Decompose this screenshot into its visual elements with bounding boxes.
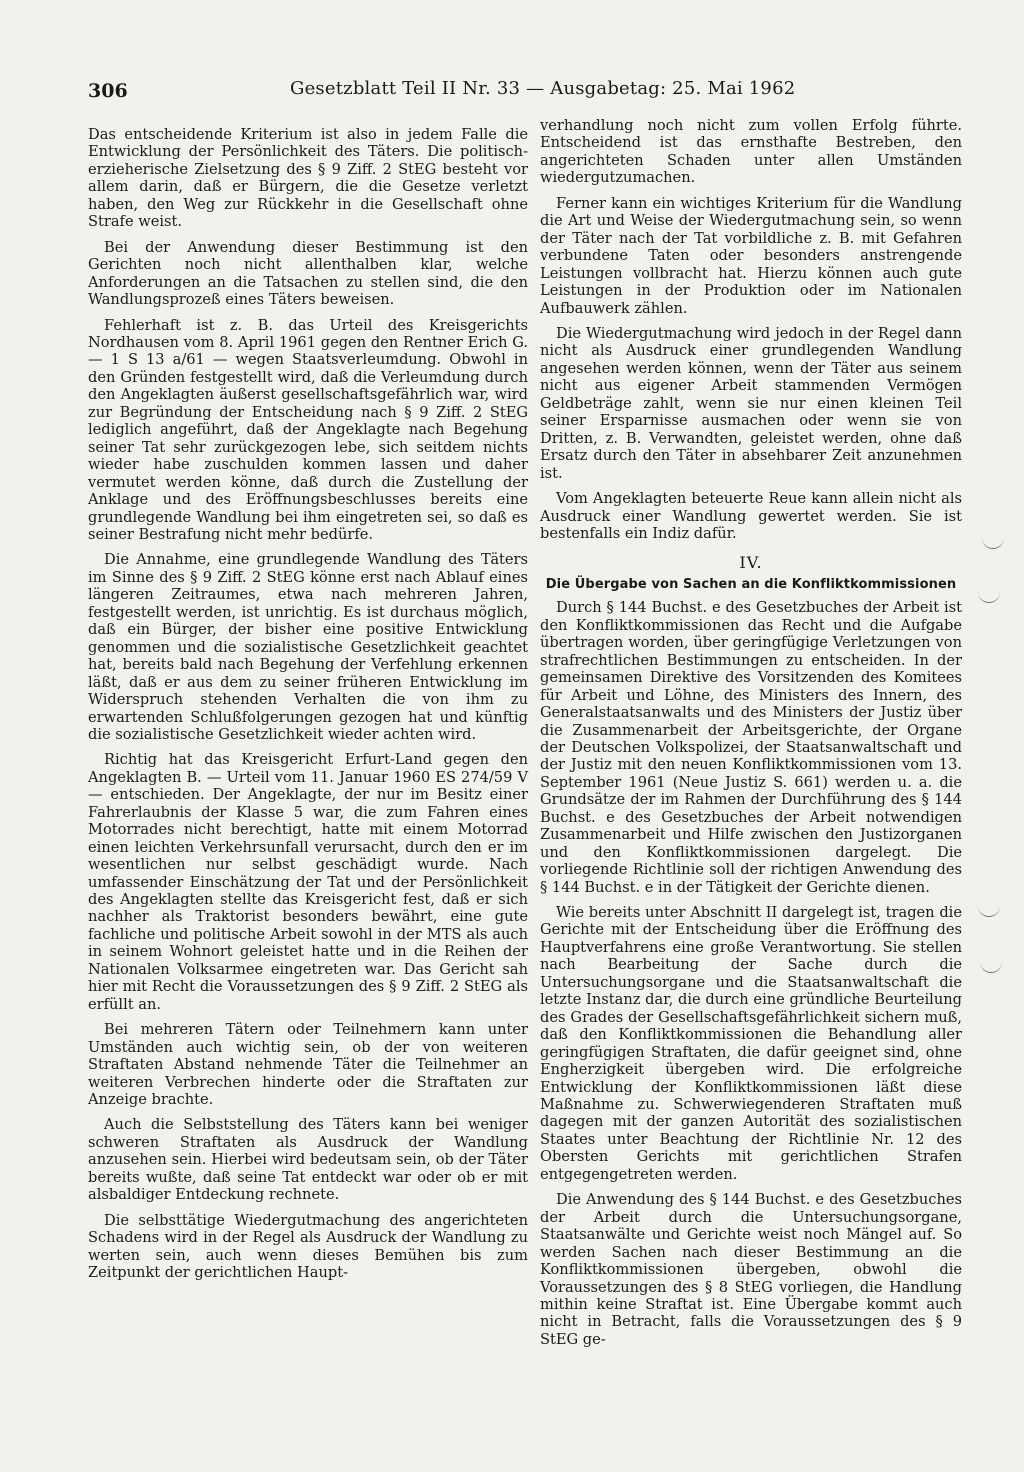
paragraph: Das entscheidende Kriterium ist also in jedem Falle die Entwicklung der Persönlichkeit des Täters. Die politisch-erzieherische Zielsetzung des § 9 Ziff. 2 StEG besteht vor allem darin, daß er Bürgern, die die Gesetze verletzt haben, den Weg zur Rückkehr in die Gesellschaft ohne Strafe weist. bbox=[88, 126, 528, 231]
paragraph: Bei mehreren Tätern oder Teilnehmern kann unter Umständen auch wichtig sein, ob der von weiteren Straftaten Abstand nehmende Täter die Teilnehmer an weiteren Verbrechen hinderte oder die Straftaten zur Anzeige brachte. bbox=[88, 1021, 528, 1109]
paragraph: Bei der Anwendung dieser Bestimmung ist den Gerichten noch nicht allenthalben klar, welche Anforderungen an die Tatsachen zu stellen sind, die den Wandlungsprozeß eines Täters beweisen. bbox=[88, 238, 528, 309]
paragraph: Die selbsttätige Wiedergutmachung des angerichteten Schadens wird in der Regel als Ausdruck der Wandlung zu werten sein, auch wenn dieses Bemühen bis zum Zeitpunkt der gerichtlichen Haupt- bbox=[88, 1211, 528, 1282]
left-column bbox=[88, 126, 528, 1290]
paragraph: verhandlung noch nicht zum vollen Erfolg führte. Entscheidend ist das ernsthafte Bestreben, den angerichteten Schaden unter allen Umständen wiedergutzumachen. bbox=[540, 117, 962, 187]
running-head: Gesetzblatt Teil II Nr. 33 — Ausgabetag: 25. Mai 1962 bbox=[290, 78, 796, 99]
right-column bbox=[540, 117, 962, 1356]
paragraph: Die Annahme, eine grundlegende Wandlung des Täters im Sinne des § 9 Ziff. 2 StEG könne erst nach Ablauf eines längeren Zeitraumes, etwa nach mehreren Jahren, festgestellt werden, ist unrichtig. Es ist durchaus möglich, daß ein Bürger, der bisher eine positive Entwicklung genommen und die sozialistische Gesetzlichkeit geachtet hat, bereits bald nach Begehung der Verfehlung erkennen läßt, daß er aus dem zu seiner früheren Entwicklung im Widerspruch stehenden Verhalten die von ihm zu erwartenden Schlußfolgerungen gezogen hat und künftig die sozialistische Gesetzlichkeit wieder achten wird. bbox=[88, 551, 528, 743]
margin-mark bbox=[982, 538, 1004, 549]
margin-mark bbox=[978, 592, 1000, 603]
section-title: Die Übergabe von Sachen an die Konfliktkommissionen bbox=[545, 576, 957, 592]
paragraph: Wie bereits unter Abschnitt II dargelegt ist, tragen die Gerichte mit der Entscheidung über die Eröffnung des Hauptverfahrens eine große Verantwortung. Sie stellen nach Bearbeitung der Sache durch die Untersuchungsorgane und die Staatsanwaltschaft die letzte Instanz dar, die durch eine gründliche Beurteilung des Grades der Gesellschaftsgefährlichkeit sichern muß, daß den Konfliktkommissionen die Behandlung aller geringfügigen Straftaten, die dafür geeignet sind, ohne Engherzigkeit übergeben wird. Die erfolgreiche Entwicklung der Konfliktkommissionen läßt diese Maßnahme zu. Schwerwiegenderen Straftaten muß dagegen mit der ganzen Autorität des sozialistischen Staates unter Beachtung der Richtlinie Nr. 12 des Obersten Gerichts mit gerichtlichen Strafen entgegengetreten werden. bbox=[540, 904, 962, 1183]
page-number: 306 bbox=[88, 80, 128, 102]
paragraph: Fehlerhaft ist z. B. das Urteil des Kreisgerichts Nordhausen vom 8. April 1961 gegen den Rentner Erich G. — 1 S 13 a/61 — wegen Staatsverleumdung. Obwohl in den Gründen festgestellt wird, daß die Verleumdung durch den Angeklagten äußerst gesellschaftsgefährlich war, wird zur Begründung der Entscheidung nach § 9 Ziff. 2 StEG lediglich angeführt, daß der Angeklagte nach Begehung seiner Tat sehr zurückgezogen lebe, sich seitdem nichts wieder habe zuschulden kommen lassen und daher vermutet werden könne, daß durch die Zustellung der Anklage und des Eröffnungsbeschlusses bereits eine grundlegende Wandlung bei ihm eingetreten sei, so daß es seiner Bestrafung nicht mehr bedürfe. bbox=[88, 316, 528, 543]
paragraph: Vom Angeklagten beteuerte Reue kann allein nicht als Ausdruck einer Wandlung gewertet werden. Sie ist bestenfalls ein Indiz dafür. bbox=[540, 490, 962, 542]
paragraph: Die Anwendung des § 144 Buchst. e des Gesetzbuches der Arbeit durch die Untersuchungsorgane, Staatsanwälte und Gerichte weist noch Mängel auf. So werden Sachen nach dieser Bestimmung an die Konfliktkommissionen übergeben, obwohl die Voraussetzungen des § 8 StEG vorliegen, die Handlung mithin keine Straftat ist. Eine Übergabe kommt auch nicht in Betracht, falls die Voraussetzungen des § 9 StEG ge- bbox=[540, 1191, 962, 1348]
paragraph: Richtig hat das Kreisgericht Erfurt-Land gegen den Angeklagten B. — Urteil vom 11. Januar 1960 ES 274/59 V — entschieden. Der Angeklagte, der nur im Besitz einer Fahrerlaubnis der Klasse 5 war, die zum Fahren eines Motorrades nicht berechtigt, hatte mit einem Motorrad einen leichten Verkehrsunfall verursacht, durch den er im wesentlichen nur selbst geschädigt wurde. Nach umfassender Einschätzung der Tat und der Persönlichkeit des Angeklagten stellte das Kreisgericht fest, daß er sich nachher als Traktorist besonders bewährt, eine gute fachliche und politische Arbeit sowohl in der MTS als auch in seinem Wohnort geleistet hatte und in die Reihen der Nationalen Volksarmee eingetreten war. Das Gericht sah hier mit Recht die Voraussetzungen des § 9 Ziff. 2 StEG als erfüllt an. bbox=[88, 751, 528, 1013]
paragraph: Die Wiedergutmachung wird jedoch in der Regel dann nicht als Ausdruck einer grundlegenden Wandlung angesehen werden können, wenn der Täter aus seinem nicht aus eigener Arbeit stammenden Vermögen Geldbeträge zahlt, wenn sie nur einen kleinen Teil seiner Ersparnisse ausmachen oder wenn sie von Dritten, z. B. Verwandten, geleistet werden, ohne daß Ersatz durch den Täter in absehbarer Zeit anzunehmen ist. bbox=[540, 324, 962, 482]
section-number: IV. bbox=[739, 553, 763, 573]
paragraph: Durch § 144 Buchst. e des Gesetzbuches der Arbeit ist den Konfliktkommissionen das Recht und die Aufgabe übertragen worden, über geringfügige Verletzungen von strafrechtlichen Bestimmungen zu entscheiden. In der gemeinsamen Direktive des Vorsitzenden des Komitees für Arbeit und Löhne, des Ministers des Innern, des Generalstaatsanwalts und des Ministers der Justiz über die Zusammenarbeit der Arbeitsgerichte, der Organe der Deutschen Volkspolizei, der Staatsanwaltschaft und der Justiz mit den neuen Konfliktkommissionen vom 13. September 1961 (Neue Justiz S. 661) werden u. a. die Grundsätze der im Rahmen der Durchführung des § 144 Buchst. e des Gesetzbuches der Arbeit notwendigen Zusammenarbeit und Hilfe zwischen den Justizorganen und den Konfliktkommissionen dargelegt. Die vorliegende Richtlinie soll der richtigen Anwendung des § 144 Buchst. e in der Tätigkeit der Gerichte dienen. bbox=[540, 599, 962, 896]
paragraph: Ferner kann ein wichtiges Kriterium für die Wandlung die Art und Weise der Wiedergutmachung sein, so wenn der Täter nach der Tat vorbildliche z. B. mit Gefahren verbundene Taten oder besonders anstrengende Leistungen vollbracht hat. Hierzu können auch gute Leistungen in der Produktion oder im Nationalen Aufbauwerk zählen. bbox=[540, 194, 962, 317]
margin-mark bbox=[980, 962, 1002, 973]
paragraph: Auch die Selbststellung des Täters kann bei weniger schweren Straftaten als Ausdruck der Wandlung anzusehen sein. Hierbei wird bedeutsam sein, ob der Täter bereits wußte, daß seine Tat entdeckt war oder ob er mit alsbaldiger Entdeckung rechnete. bbox=[88, 1116, 528, 1204]
margin-mark bbox=[978, 906, 1000, 917]
